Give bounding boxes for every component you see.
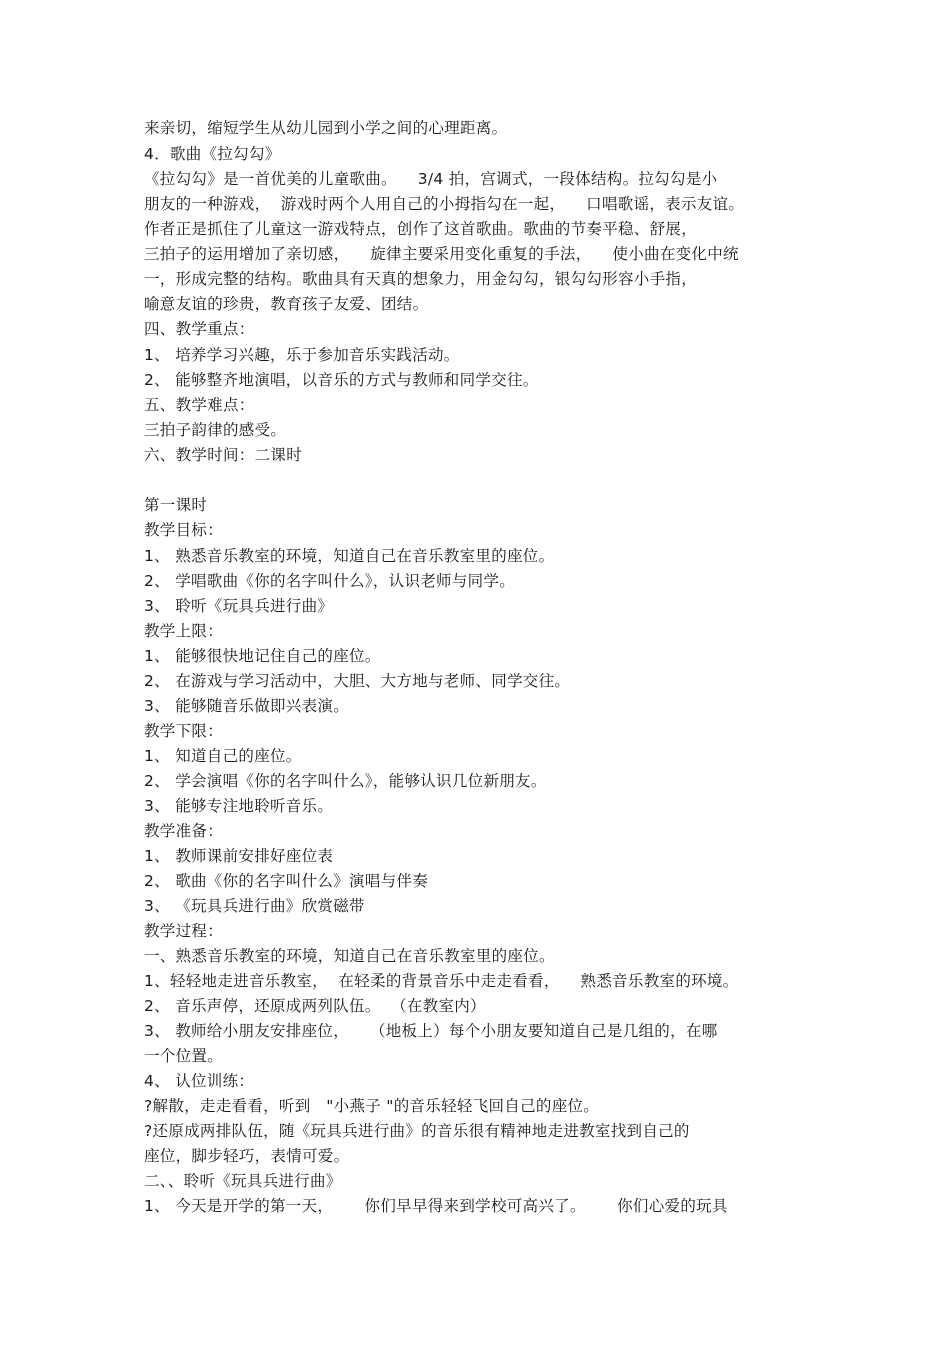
list-item: 1、 教师课前安排好座位表 — [144, 847, 334, 865]
list-item: 1、 熟悉音乐教室的环境，知道自己在音乐教室里的座位。 — [144, 547, 555, 565]
text-line: 来亲切，缩短学生从幼儿园到小学之间的心理距离。 — [144, 119, 508, 137]
list-item: 1、 知道自己的座位。 — [144, 747, 302, 765]
text-line: ?还原成两排队伍，随《玩具兵进行曲》的音乐很有精神地走进教室找到自己的 — [144, 1122, 690, 1140]
section-heading: 教学准备： — [144, 822, 224, 840]
list-item: 1、 能够很快地记住自己的座位。 — [144, 647, 381, 665]
list-item: 3、 能够随音乐做即兴表演。 — [144, 697, 349, 715]
list-item: 2、 学会演唱《你的名字叫什么》，能够认识几位新朋友。 — [144, 772, 547, 790]
list-item: 4、 认位训练： — [144, 1072, 255, 1090]
list-item: 3、 聆听《玩具兵进行曲》 — [144, 597, 334, 615]
list-item: 2、 在游戏与学习活动中，大胆、大方地与老师、同学交往。 — [144, 672, 571, 690]
text-line: 一个位置。 — [144, 1047, 224, 1065]
list-item: 2、 音乐声停，还原成两列队伍。 （在教室内） — [144, 997, 486, 1015]
text-line: 朋友的一种游戏， 游戏时两个人用自己的小拇指勾在一起， 口唱歌谣，表示友谊。 — [144, 195, 745, 213]
list-item: 2、 歌曲《你的名字叫什么》演唱与伴奏 — [144, 872, 428, 890]
text-line: 作者正是抓住了儿童这一游戏特点，创作了这首歌曲。歌曲的节奏平稳、舒展， — [144, 220, 698, 238]
list-item: 1、 培养学习兴趣，乐于参加音乐实践活动。 — [144, 346, 460, 364]
text-line: 三拍子的运用增加了亲切感， 旋律主要采用变化重复的手法， 使小曲在变化中统 — [144, 245, 739, 263]
section-heading: 六、教学时间：二课时 — [144, 446, 303, 464]
section-heading: 二、、聆听《玩具兵进行曲》 — [144, 1172, 342, 1190]
section-heading: 教学过程： — [144, 922, 224, 940]
section-heading: 四、教学重点： — [144, 320, 255, 338]
list-item: 1、 今天是开学的第一天， 你们早早得来到学校可高兴了。 你们心爱的玩具 — [144, 1197, 728, 1215]
section-heading: 教学上限： — [144, 622, 224, 640]
section-heading: 4．歌曲《拉勾勾》 — [144, 145, 281, 163]
list-item: 2、 能够整齐地演唱，以音乐的方式与教师和同学交往。 — [144, 371, 539, 389]
section-heading: 五、教学难点： — [144, 396, 255, 414]
lesson-title: 第一课时 — [144, 496, 208, 514]
text-line: 一、熟悉音乐教室的环境，知道自己在音乐教室里的座位。 — [144, 947, 555, 965]
list-item: 1、轻轻地走进音乐教室， 在轻柔的背景音乐中走走看看， 熟悉音乐教室的环境。 — [144, 972, 739, 990]
text-line: ?解散，走走看看，听到 "小燕子 "的音乐轻轻飞回自己的座位。 — [144, 1097, 600, 1115]
text-line: 三拍子韵律的感受。 — [144, 421, 287, 439]
list-item: 2、 学唱歌曲《你的名字叫什么》，认识老师与同学。 — [144, 572, 516, 590]
text-line: 座位，脚步轻巧，表情可爱。 — [144, 1147, 350, 1165]
text-line: 喻意友谊的珍贵，教育孩子友爱、团结。 — [144, 295, 429, 313]
text-line: 一，形成完整的结构。歌曲具有天真的想象力，用金勾勾，银勾勾形容小手指， — [144, 270, 698, 288]
text-line: 《拉勾勾》是一首优美的儿童歌曲。 3/4 拍，宫调式，一段体结构。拉勾勾是小 — [144, 170, 718, 188]
section-heading: 教学目标： — [144, 521, 224, 539]
list-item: 3、 《玩具兵进行曲》欣赏磁带 — [144, 897, 365, 915]
section-heading: 教学下限： — [144, 722, 224, 740]
list-item: 3、 教师给小朋友安排座位， （地板上）每个小朋友要知道自己是几组的，在哪 — [144, 1022, 718, 1040]
list-item: 3、 能够专注地聆听音乐。 — [144, 797, 334, 815]
